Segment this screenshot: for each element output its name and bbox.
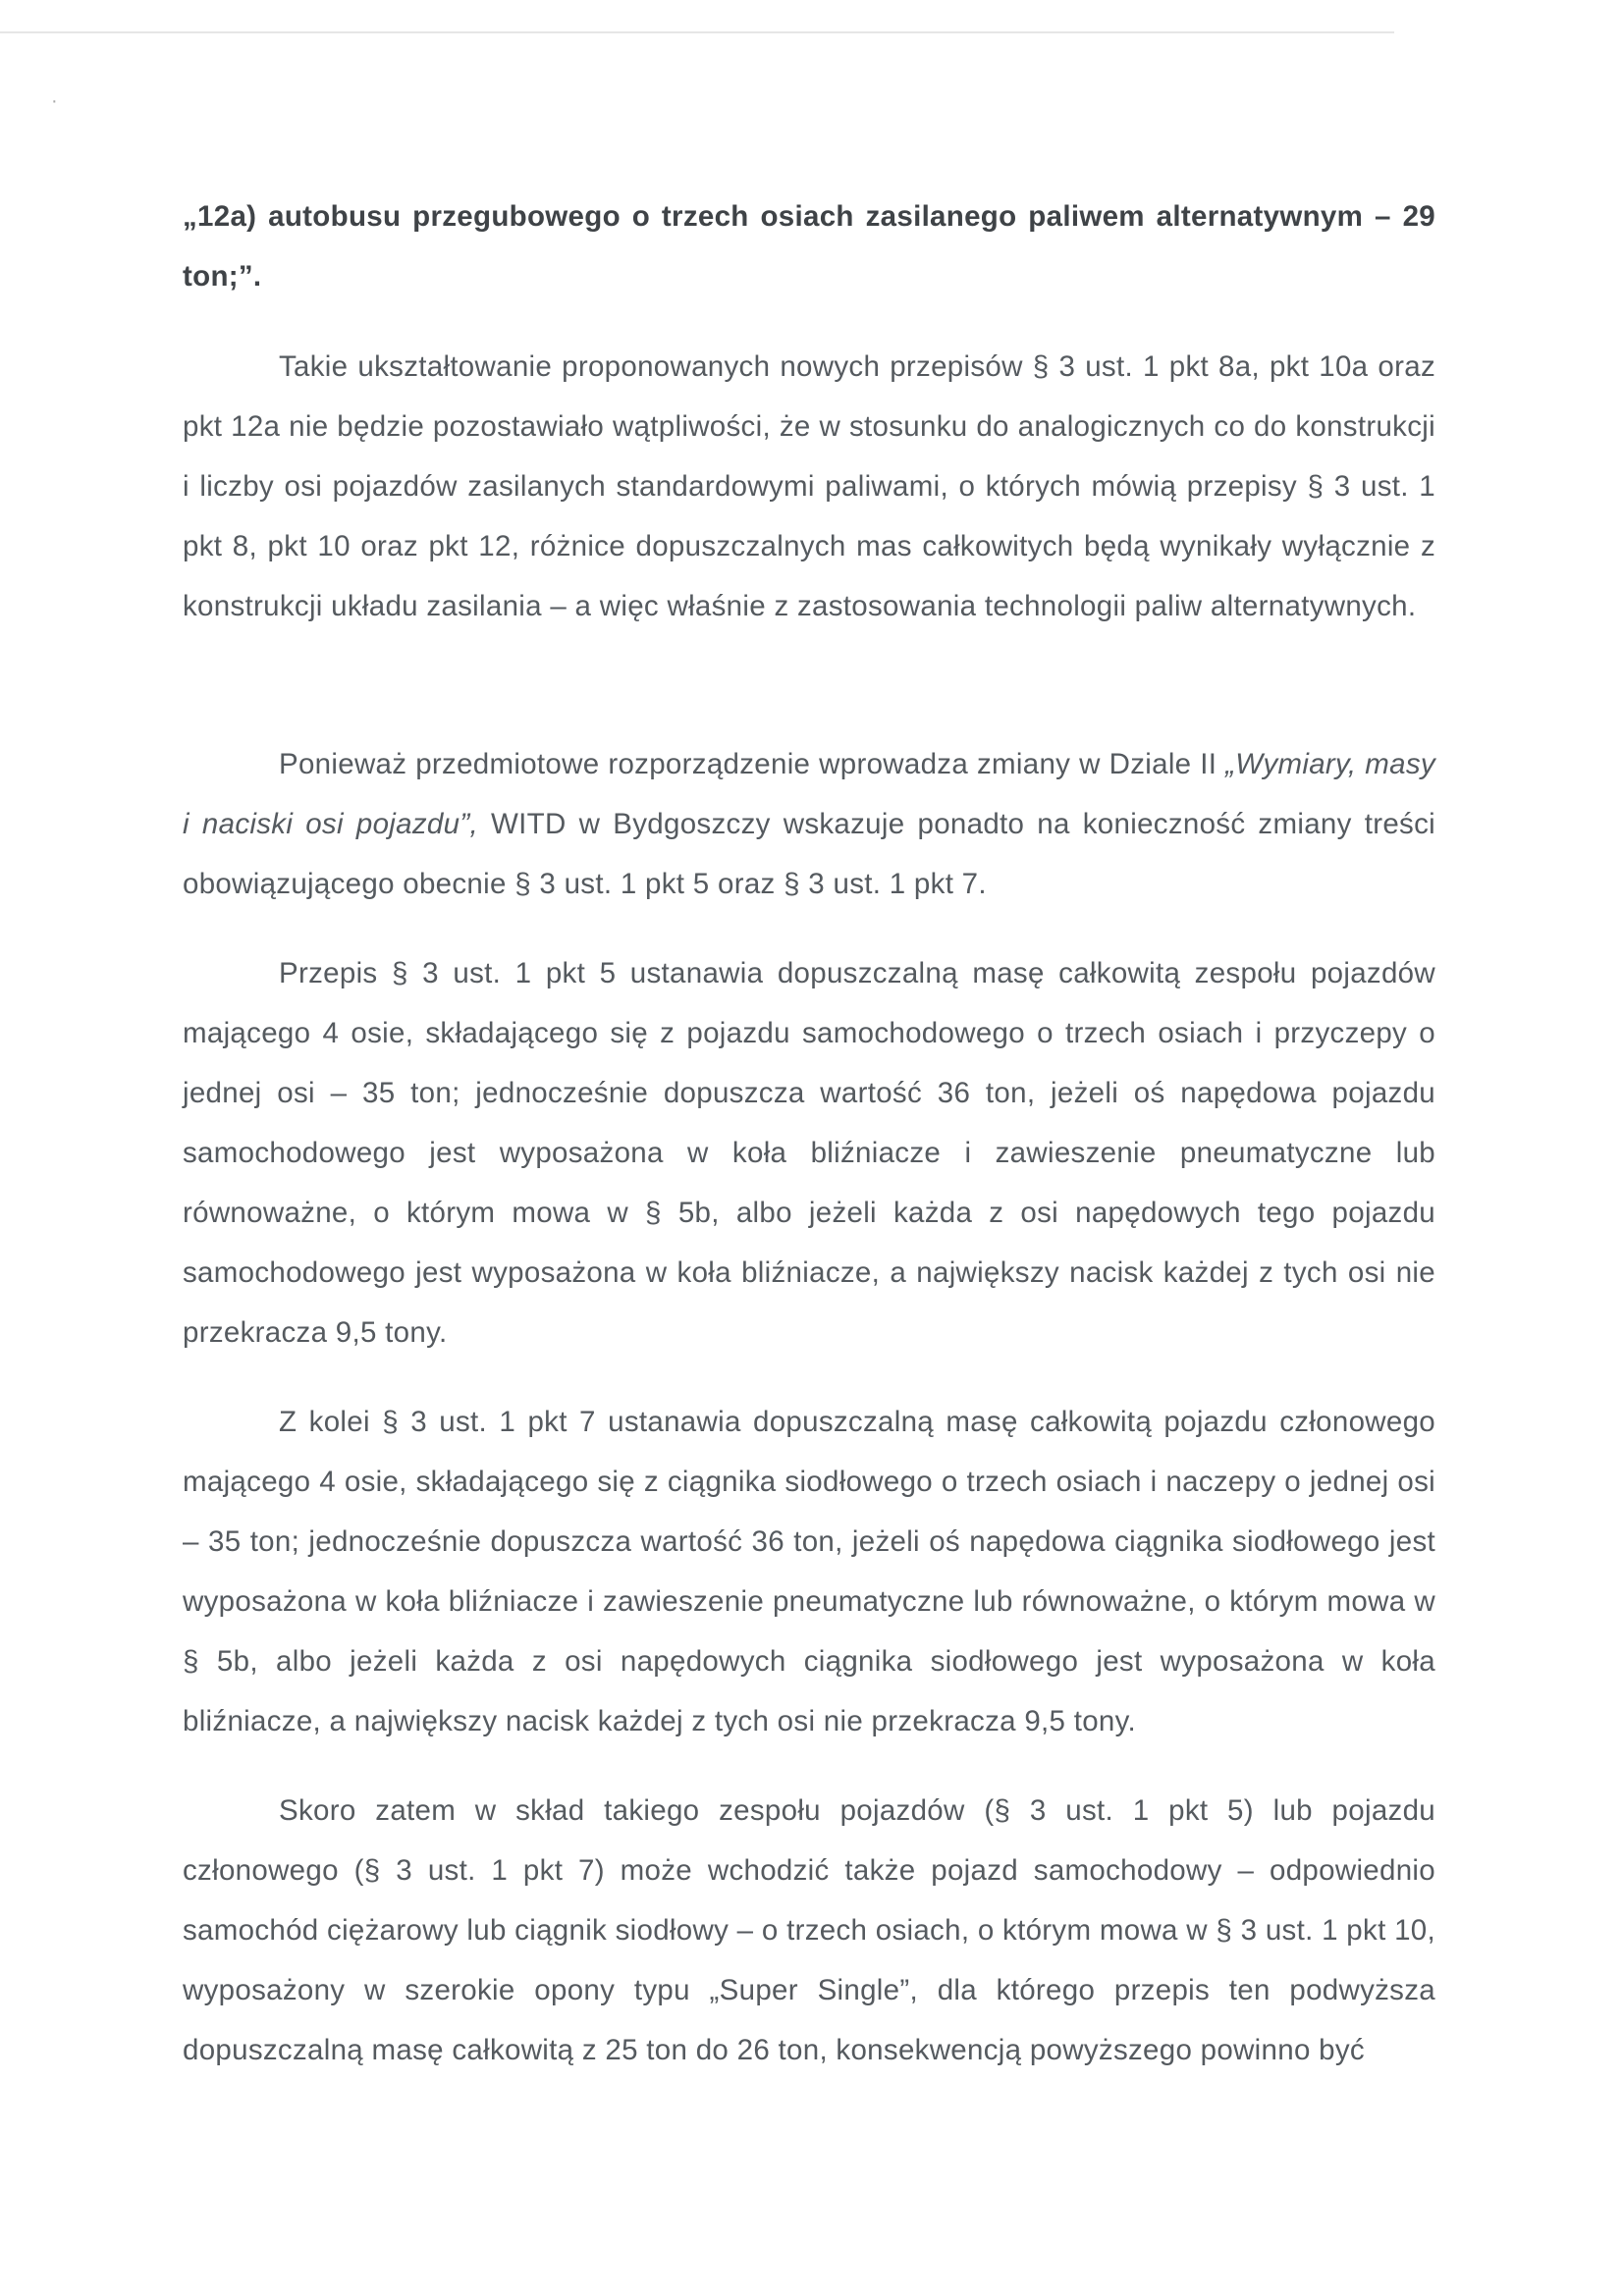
top-rule [0, 31, 1394, 33]
paragraph-dzial-ii [183, 734, 1435, 914]
paragraph-conclusion: Skoro zatem w skład takiego zespołu pojazdów (§ 3 ust. 1 pkt 5) lub pojazdu członowego (§ 3 ust. 1 pkt 7) może wchodzić także pojazd samochodowy – odpowiednio samochód ciężarowy lub ciągnik siodłowy – o trzech osiach, o którym mowa w § 3 ust. 1 pkt 10, wyposażony w szerokie opony typu „Super Single”, dla którego przepis ten podwyższa dopuszczalną masę całkowitą z 25 ton do 26 ton, konsekwencją powyższego powinno być [183, 1794, 1435, 2066]
paragraph-pkt-7: Z kolei § 3 ust. 1 pkt 7 ustanawia dopuszczalną masę całkowitą pojazdu członowego mającego 4 osie, składającego się z ciągnika siodłowego o trzech osiach i naczepy o jednej osi – 35 ton; jednocześnie dopuszcza wartość 36 ton, jeżeli oś napędowa ciągnika siodłowego jest wyposażona w koła bliźniacze i zawieszenie pneumatyczne lub równoważne, o którym mowa w § 5b, albo jeżeli każda z osi napędowych ciągnika siodłowego jest wyposażona w koła bliźniacze, a największy nacisk każdej z tych osi nie przekracza 9,5 tony. [183, 1406, 1435, 1737]
paragraph-quote-12a: „12a) autobusu przegubowego o trzech osiach zasilanego paliwem alternatywnym – 29 ton;”. [183, 200, 1435, 293]
document-page [183, 187, 1435, 2080]
scan-mark: · [51, 90, 58, 112]
paragraph-explanation: Takie ukształtowanie proponowanych nowych przepisów § 3 ust. 1 pkt 8a, pkt 10a oraz pkt 12a nie będzie pozostawiało wątpliwości, że w stosunku do analogicznych co do konstrukcji i liczby osi pojazdów zasilanych standardowymi paliwami, o których mówią przepisy § 3 ust. 1 pkt 8, pkt 10 oraz pkt 12, różnice dopuszczalnych mas całkowitych będą wynikały wyłącznie z konstrukcji układu zasilania – a więc właśnie z zastosowania technologii paliw alternatywnych. [183, 350, 1435, 622]
paragraph-dzial-ii-text-2: WITD w Bydgoszczy wskazuje ponadto na konieczność zmiany treści obowiązującego obecnie § 3 ust. 1 pkt 5 oraz § 3 ust. 1 pkt 7. [183, 808, 1436, 900]
paragraph-dzial-ii-text-1: Ponieważ przedmiotowe rozporządzenie wprowadza zmiany w Dziale II [279, 748, 1226, 780]
paragraph-pkt-5: Przepis § 3 ust. 1 pkt 5 ustanawia dopuszczalną masę całkowitą zespołu pojazdów mającego 4 osie, składającego się z pojazdu samochodowego o trzech osiach i przyczepy o jednej osi – 35 ton; jednocześnie dopuszcza wartość 36 ton, jeżeli oś napędowa pojazdu samochodowego jest wyposażona w koła bliźniacze i zawieszenie pneumatyczne lub równoważne, o którym mowa w § 5b, albo jeżeli każda z osi napędowych tego pojazdu samochodowego jest wyposażona w koła bliźniacze, a największy nacisk każdej z tych osi nie przekracza 9,5 tony. [183, 957, 1435, 1349]
paragraph-dzial-ii-italic: „Wymiary, masy i naciski osi pojazdu”, [183, 748, 1435, 840]
